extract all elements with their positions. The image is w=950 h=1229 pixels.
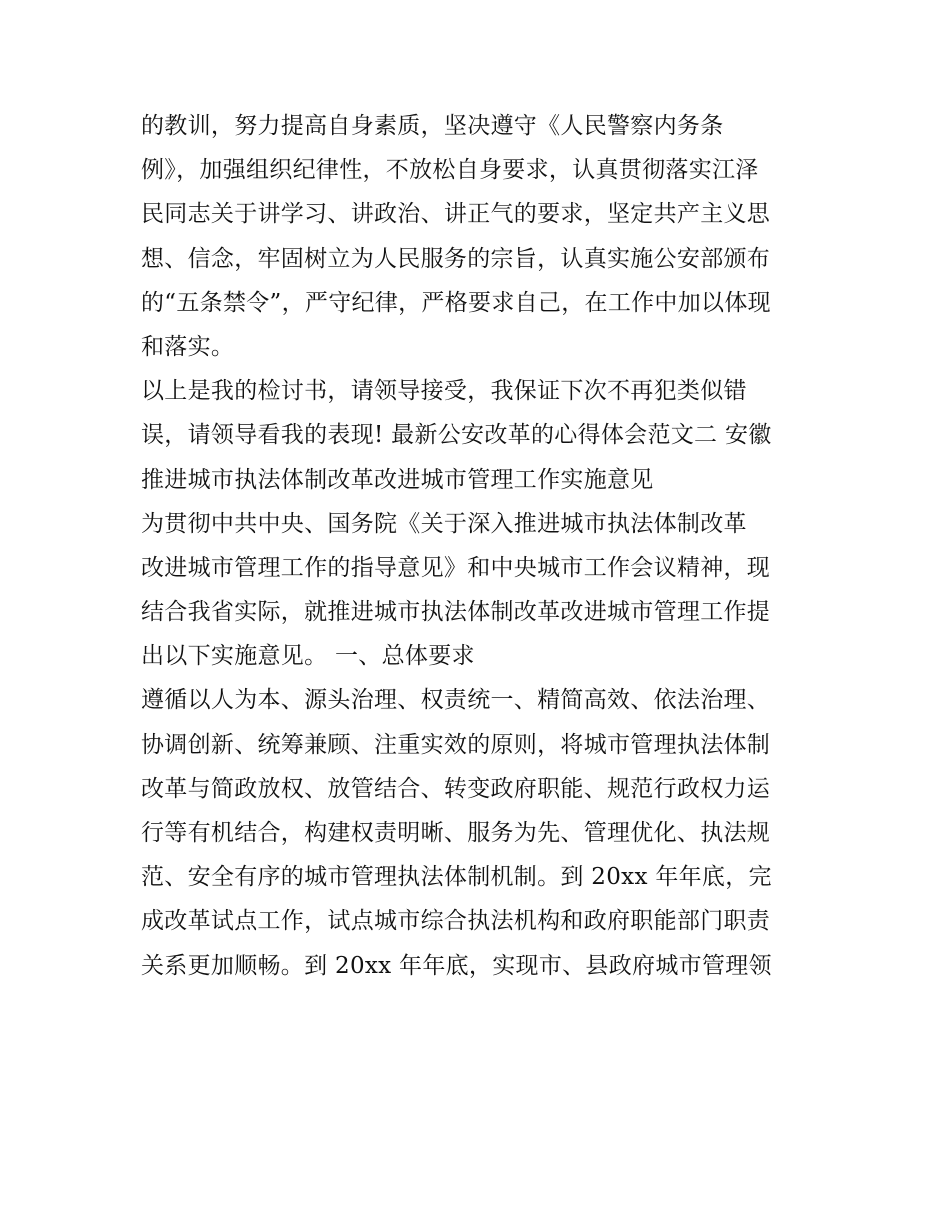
text-line-13: 出以下实施意见。 一、总体要求 bbox=[141, 643, 475, 670]
text-line-16: 改革与简政放权、放管结合、转变政府职能、规范行政权力运 bbox=[141, 775, 771, 802]
document-body bbox=[141, 104, 821, 988]
text-line-5: 的“五条禁令”，严守纪律，严格要求自己，在工作中加以体现 bbox=[141, 289, 771, 316]
text-line-1: 的教训，努力提高自身素质，坚决遵守《人民警察内务条 bbox=[141, 113, 724, 139]
text-line-8: 误，请领导看我的表现! 最新公安改革的心得体会范文二 安徽 bbox=[141, 422, 772, 449]
text-line-17: 行等有机结合，构建权责明晰、服务为先、管理优化、执法规 bbox=[141, 820, 771, 846]
text-line-2: 例》，加强组织纪律性，不放松自身要求，认真贯彻落实江泽 bbox=[141, 157, 759, 184]
text-line-10: 为贯彻中共中央、国务院《关于深入推进城市执法体制改革 bbox=[141, 510, 747, 537]
text-line-20: 关系更加顺畅。到 20xx 年年底，实现市、县政府城市管理领 bbox=[141, 952, 772, 979]
text-line-11: 改进城市管理工作的指导意见》和中央城市工作会议精神，现 bbox=[141, 554, 771, 581]
text-line-18: 范、安全有序的城市管理执法体制机制。到 20xx 年年底，完 bbox=[141, 864, 772, 891]
text-line-3: 民同志关于讲学习、讲政治、讲正气的要求，坚定共产主义思 bbox=[141, 201, 771, 228]
text-line-12: 结合我省实际，就推进城市执法体制改革改进城市管理工作提 bbox=[141, 599, 771, 626]
text-line-4: 想、信念，牢固树立为人民服务的宗旨，认真实施公安部颁布 bbox=[141, 245, 771, 272]
text-line-9: 推进城市执法体制改革改进城市管理工作实施意见 bbox=[141, 466, 654, 493]
text-line-19: 成改革试点工作，试点城市综合执法机构和政府职能部门职责 bbox=[141, 908, 771, 935]
text-line-6: 和落实。 bbox=[141, 333, 235, 360]
text-line-14: 遵循以人为本、源头治理、权责统一、精简高效、依法治理、 bbox=[141, 687, 771, 714]
text-line-7: 以上是我的检讨书，请领导接受，我保证下次不再犯类似错 bbox=[141, 378, 747, 405]
text-line-15: 协调创新、统筹兼顾、注重实效的原则，将城市管理执法体制 bbox=[141, 731, 771, 758]
